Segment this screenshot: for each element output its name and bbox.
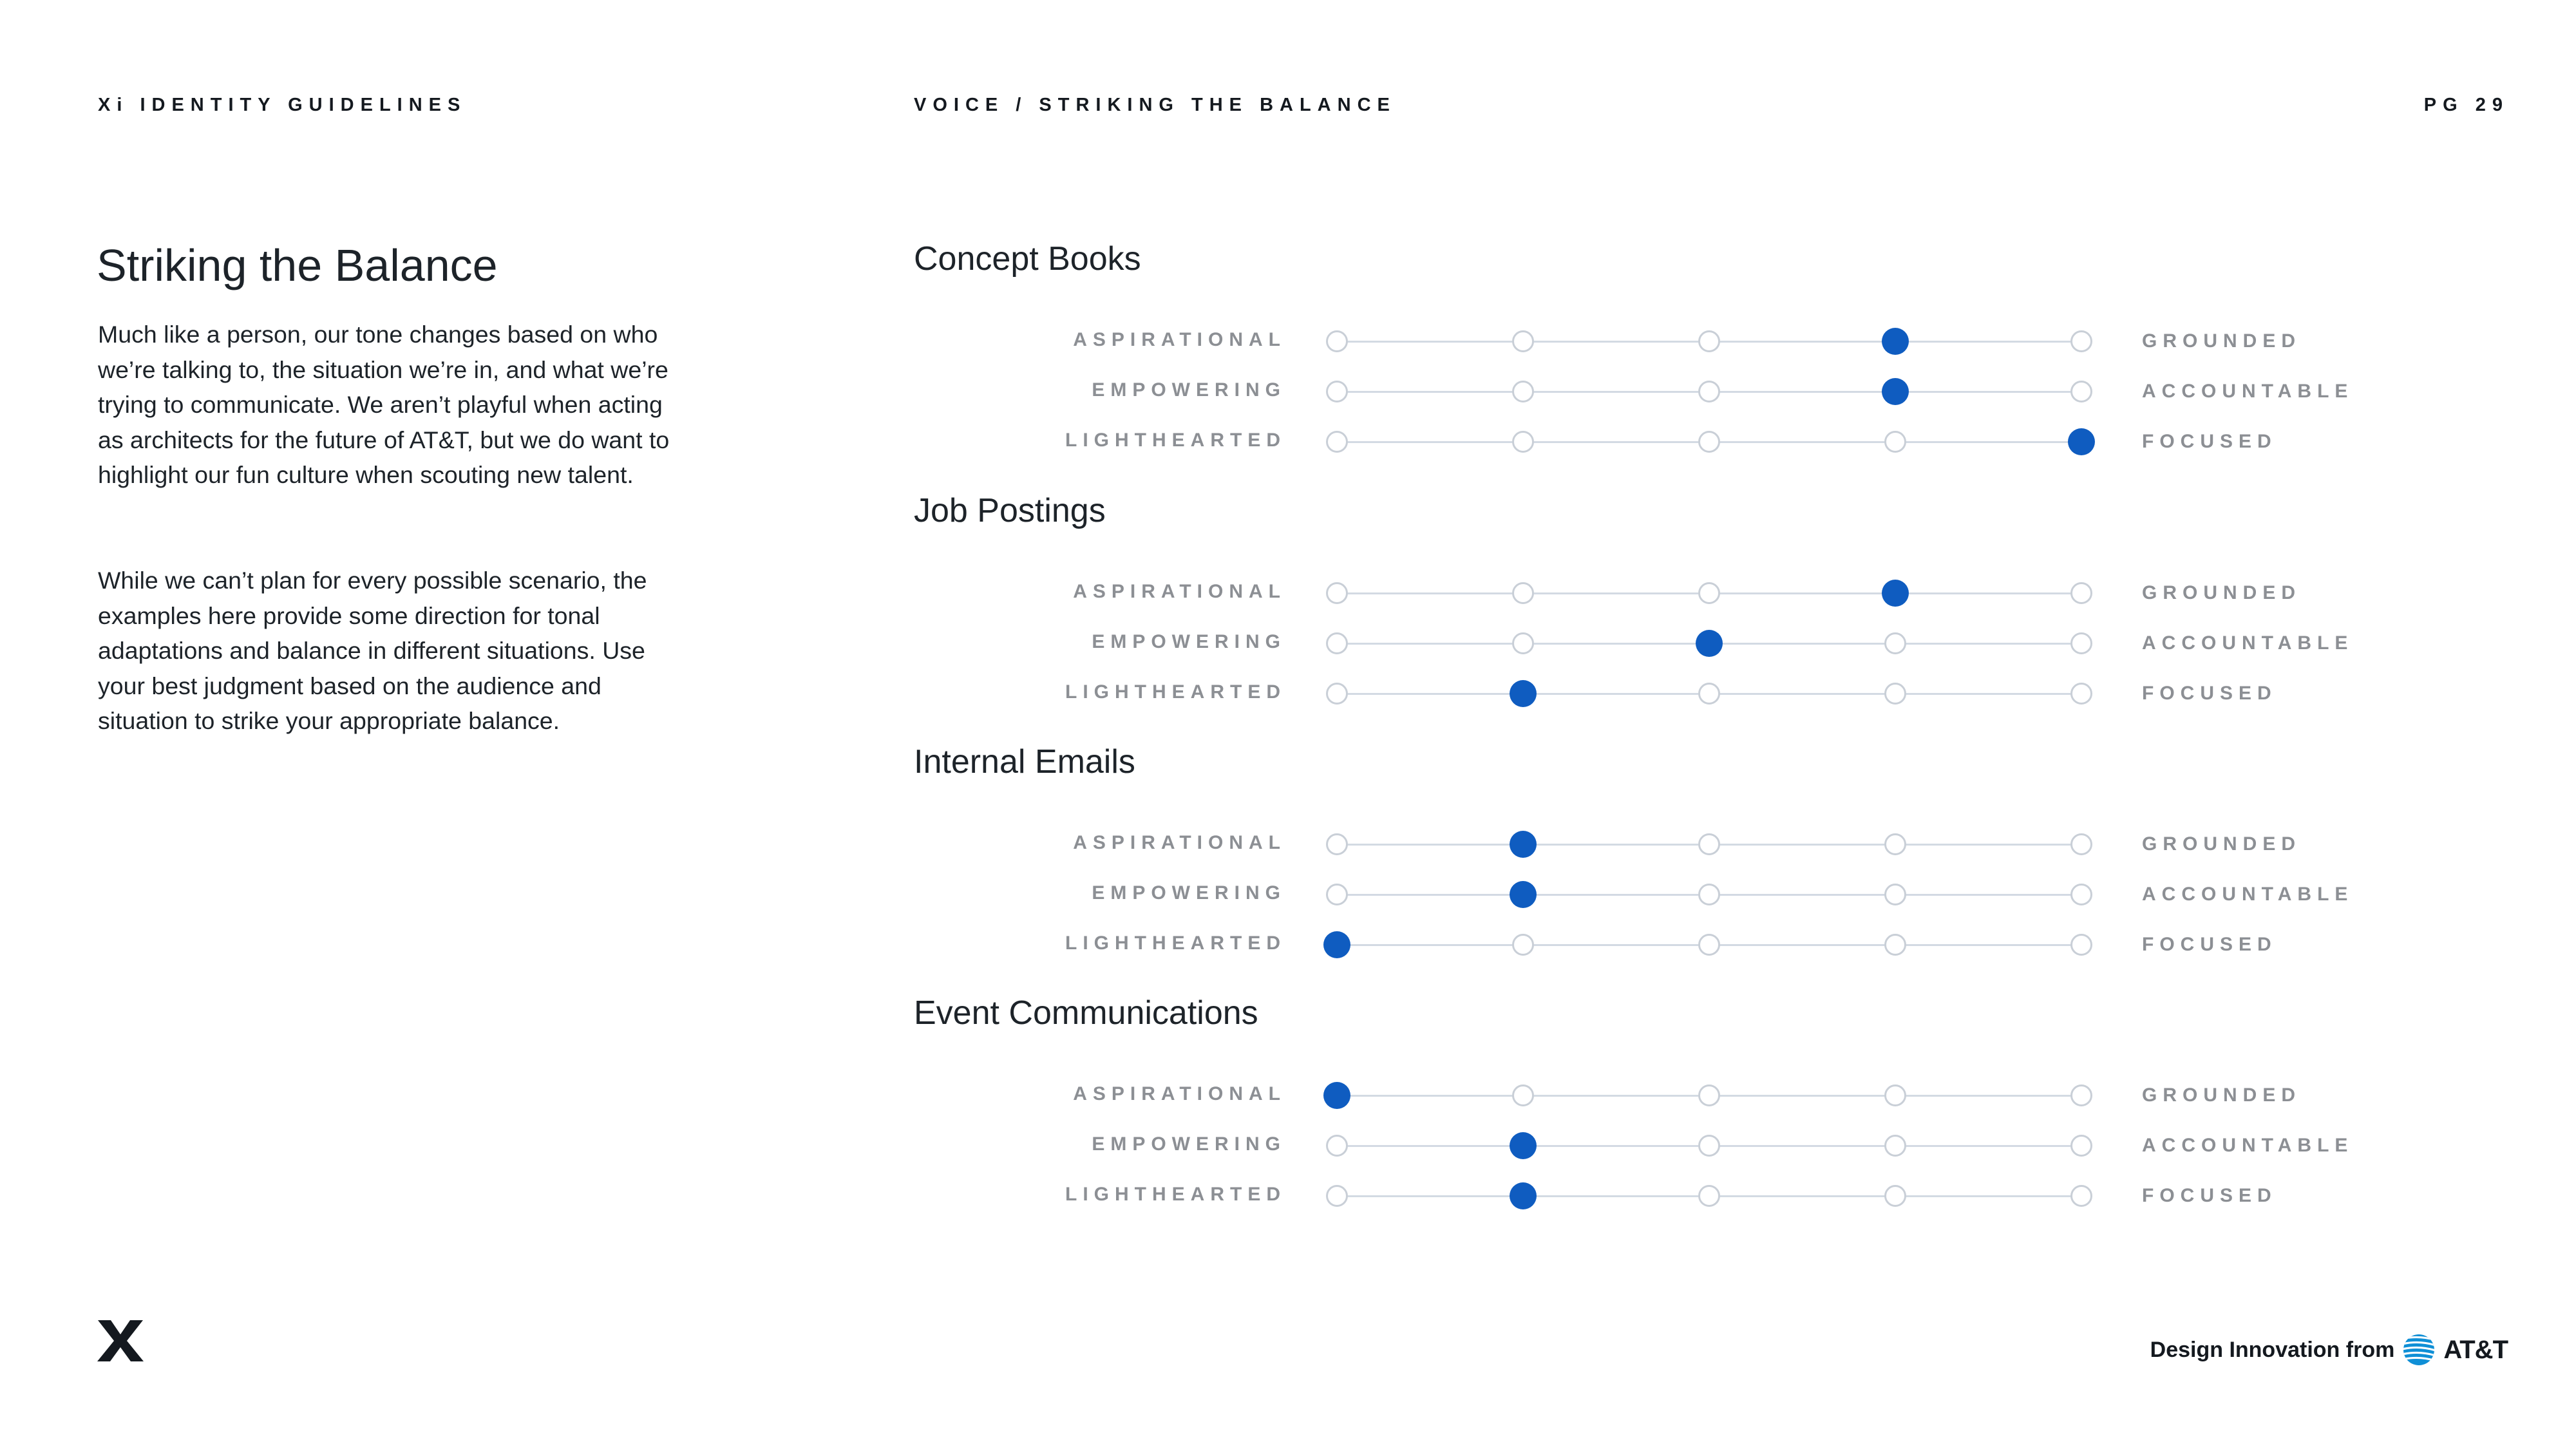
scale-right-label: GROUNDED (2142, 582, 2302, 603)
scale-point[interactable] (1512, 330, 1534, 352)
scale-point-selected[interactable] (1882, 580, 1909, 607)
scale-point-selected[interactable] (1510, 680, 1537, 707)
scale-point[interactable] (1698, 381, 1720, 402)
scale-right-label: FOCUSED (2142, 683, 2277, 704)
scale-left-label: ASPIRATIONAL (1073, 1083, 1286, 1104)
scale-left-label: ASPIRATIONAL (1073, 832, 1286, 853)
group-title: Concept Books (914, 240, 1141, 278)
scale-point-selected[interactable] (1510, 1182, 1537, 1209)
scale-point[interactable] (1884, 1084, 1906, 1106)
scale-point[interactable] (1326, 1135, 1348, 1157)
group-title: Internal Emails (914, 743, 1135, 781)
scale-point[interactable] (2070, 1084, 2092, 1106)
section-breadcrumb: VOICE / STRIKING THE BALANCE (914, 95, 1396, 115)
scale-point[interactable] (1884, 833, 1906, 855)
scale-point[interactable] (1326, 330, 1348, 352)
scale-point-selected[interactable] (2068, 428, 2095, 455)
scale-left-label: LIGHTHEARTED (1065, 681, 1286, 703)
scale-left-label: EMPOWERING (1092, 631, 1286, 652)
scale-point[interactable] (1698, 1084, 1720, 1106)
scale-point[interactable] (1512, 431, 1534, 453)
scale-point[interactable] (1512, 381, 1534, 402)
page-title: Striking the Balance (97, 240, 498, 290)
scale-point[interactable] (2070, 884, 2092, 905)
scale-point[interactable] (2070, 683, 2092, 705)
scale-left-label: LIGHTHEARTED (1065, 933, 1286, 954)
scale-point[interactable] (1698, 1135, 1720, 1157)
scale-left-label: EMPOWERING (1092, 1133, 1286, 1155)
scale-right-label: ACCOUNTABLE (2142, 632, 2354, 654)
scale-point[interactable] (2070, 934, 2092, 956)
scale-left-label: ASPIRATIONAL (1073, 581, 1286, 602)
scale-point[interactable] (1326, 884, 1348, 905)
scale-point[interactable] (1326, 632, 1348, 654)
intro-paragraph: Much like a person, our tone changes based on who we’re talking to, the situation we’re in, and what we’re trying to communicate. We aren’t playful when acting as architects for the future of AT&T, but we do want to highlight our fun culture when scouting new talent. (98, 321, 670, 488)
scale-point-selected[interactable] (1510, 881, 1537, 908)
scale-point-selected[interactable] (1510, 831, 1537, 858)
scale-point-selected[interactable] (1882, 378, 1909, 405)
scale-point[interactable] (1326, 381, 1348, 402)
scale-right-label: FOCUSED (2142, 934, 2277, 955)
scale-left-label: LIGHTHEARTED (1065, 1184, 1286, 1205)
scale-point[interactable] (2070, 833, 2092, 855)
scale-point[interactable] (1884, 683, 1906, 705)
scale-left-label: LIGHTHEARTED (1065, 430, 1286, 451)
scale-point[interactable] (2070, 632, 2092, 654)
scale-point[interactable] (1884, 884, 1906, 905)
scale-point[interactable] (1884, 1185, 1906, 1207)
page-number: PG 29 (2423, 95, 2509, 115)
x-logo-icon (97, 1319, 145, 1363)
att-brand-name: AT&T (2443, 1335, 2508, 1364)
scale-point[interactable] (1512, 1084, 1534, 1106)
scale-right-label: GROUNDED (2142, 1084, 2302, 1106)
footer-credit (2150, 1333, 2508, 1367)
scale-point[interactable] (2070, 330, 2092, 352)
scale-point[interactable] (1884, 632, 1906, 654)
scale-point[interactable] (1512, 934, 1534, 956)
scale-left-label: EMPOWERING (1092, 379, 1286, 401)
scale-point[interactable] (1326, 1185, 1348, 1207)
intro-paragraph: While we can’t plan for every possible scenario, the examples here provide some direction for tonal adaptations and balance in different situations. Use your best judgment based on the audience and situation to strike your appropriate balance. (98, 567, 647, 734)
scale-right-label: GROUNDED (2142, 330, 2302, 352)
scale-right-label: FOCUSED (2142, 1185, 2277, 1206)
scale-point[interactable] (2070, 381, 2092, 402)
scale-right-label: ACCOUNTABLE (2142, 884, 2354, 905)
scale-left-label: ASPIRATIONAL (1073, 329, 1286, 350)
scale-point[interactable] (1512, 582, 1534, 604)
scale-point[interactable] (1884, 934, 1906, 956)
scale-right-label: ACCOUNTABLE (2142, 381, 2354, 402)
scale-point-selected[interactable] (1882, 328, 1909, 355)
scale-point-selected[interactable] (1510, 1132, 1537, 1159)
credit-text: Design Innovation from (2150, 1337, 2395, 1362)
scale-point[interactable] (1326, 431, 1348, 453)
scale-point[interactable] (1698, 833, 1720, 855)
scale-right-label: ACCOUNTABLE (2142, 1135, 2354, 1156)
group-title: Event Communications (914, 994, 1258, 1032)
scale-point[interactable] (2070, 1135, 2092, 1157)
scale-point[interactable] (1698, 934, 1720, 956)
scale-left-label: EMPOWERING (1092, 882, 1286, 904)
document-title: Xi IDENTITY GUIDELINES (98, 95, 467, 115)
scale-point[interactable] (1698, 683, 1720, 705)
att-globe-icon (2402, 1333, 2436, 1367)
scale-point-selected[interactable] (1323, 1082, 1350, 1109)
scale-point[interactable] (1512, 632, 1534, 654)
scale-point[interactable] (1326, 833, 1348, 855)
scale-point[interactable] (1884, 431, 1906, 453)
scale-point[interactable] (2070, 1185, 2092, 1207)
scale-point[interactable] (1326, 683, 1348, 705)
scale-right-label: FOCUSED (2142, 431, 2277, 452)
scale-point-selected[interactable] (1696, 630, 1723, 657)
scale-point[interactable] (1698, 1185, 1720, 1207)
scale-right-label: GROUNDED (2142, 833, 2302, 855)
scale-point[interactable] (1884, 1135, 1906, 1157)
scale-point[interactable] (1698, 582, 1720, 604)
scale-point[interactable] (2070, 582, 2092, 604)
scale-point[interactable] (1326, 582, 1348, 604)
group-title: Job Postings (914, 492, 1106, 529)
scale-point[interactable] (1698, 431, 1720, 453)
scale-point[interactable] (1698, 330, 1720, 352)
scale-point[interactable] (1698, 884, 1720, 905)
scale-point-selected[interactable] (1323, 931, 1350, 958)
